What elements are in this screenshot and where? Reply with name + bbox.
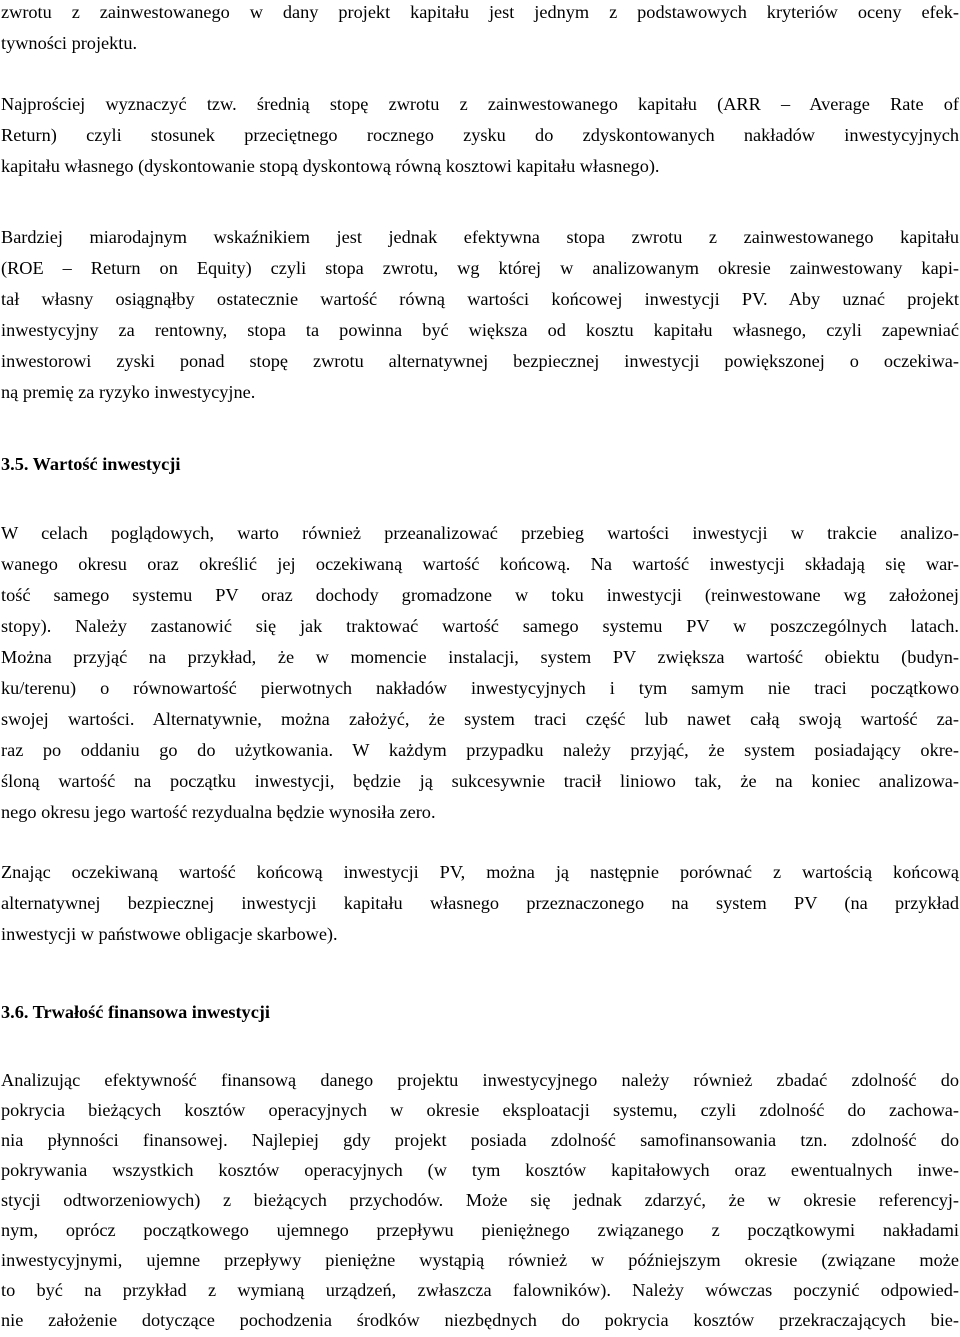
text-line: Znając oczekiwaną wartość końcową inwestycji PV, można ją następnie porównać z wartością końcową xyxy=(1,862,959,882)
text-line: Bardziej miarodajnym wskaźnikiem jest jednak efektywna stopa zwrotu z zainwestowanego kapitału xyxy=(1,227,959,247)
text-line: zwrotu z zainwestowanego w dany projekt kapitału jest jednym z podstawowych kryteriów oceny efek- xyxy=(1,2,959,22)
text-line: alternatywnej bezpiecznej inwestycji kapitału własnego przeznaczonego na system PV (na przykład xyxy=(1,893,959,913)
text-line: W celach poglądowych, warto również przeanalizować przebieg wartości inwestycji w trakcie analizo- xyxy=(1,523,959,543)
text-line: swojej wartości. Alternatywnie, można założyć, że system traci część lub nawet całą swoją wartość za- xyxy=(1,709,959,729)
text-line: kapitału własnego (dyskontowanie stopą dyskontową równą kosztowi kapitału własnego). xyxy=(1,156,660,176)
text-line: tał własny osiągnąłby ostatecznie wartość równą wartości końcowej inwestycji PV. Aby uznać projekt xyxy=(1,289,959,309)
text-line: inwestycji w państwowe obligacje skarbowe). xyxy=(1,924,338,944)
text-line: wanego okresu oraz określić jej oczekiwaną wartość końcową. Na wartość inwestycji składają się war- xyxy=(1,554,959,574)
text-line: pokrywania wszystkich kosztów operacyjnych (w tym kosztów kapitałowych oraz ewentualnych inwe- xyxy=(1,1160,959,1180)
text-line: raz po oddaniu go do użytkowania. W każdym przypadku należy przyjąć, że system posiadający okre- xyxy=(1,740,959,760)
text-line: nie założenie dotyczące pochodzenia środków niezbędnych do pokrycia kosztów przekraczających bie- xyxy=(1,1310,959,1330)
text-line: Analizując efektywność finansową danego projektu inwestycyjnego należy również zbadać zdolność do xyxy=(1,1070,959,1090)
text-line: ku/terenu) o równowartość pierwotnych nakładów inwestycyjnych i tym samym nie traci początkowo xyxy=(1,678,959,698)
text-line: śloną wartość na początku inwestycji, będzie ją sukcesywnie tracił liniowo tak, że na koniec analizowa- xyxy=(1,771,959,791)
text-line: to być na przykład z wymianą urządzeń, zwłaszcza falowników). Należy wówczas poczynić odpowied- xyxy=(1,1280,959,1300)
text-line: stopy). Należy zastanowić się jak traktować wartość samego systemu PV w poszczególnych latach. xyxy=(1,616,959,636)
text-line: ną premię za ryzyko inwestycyjne. xyxy=(1,382,256,402)
text-line: Najprościej wyznaczyć tzw. średnią stopę zwrotu z zainwestowanego kapitału (ARR – Average Rate of xyxy=(1,94,959,114)
text-line: pokrycia bieżących kosztów operacyjnych w okresie eksploatacji systemu, czyli zdolność do zachowa- xyxy=(1,1100,959,1120)
text-line: Można przyjąć na przykład, że w momencie instalacji, system PV zwiększa wartość obiektu (budyn- xyxy=(1,647,959,667)
text-line: nym, oprócz początkowego ujemnego przepływu pieniężnego związanego z początkowymi nakładami xyxy=(1,1220,959,1240)
section-heading: 3.5. Wartość inwestycji xyxy=(1,454,181,474)
text-line: Return) czyli stosunek przeciętnego rocznego zysku do zdyskontowanych nakładów inwestycyjnych xyxy=(1,125,959,145)
text-line: tość samego systemu PV oraz dochody gromadzone w toku inwestycji (reinwestowane wg założonej xyxy=(1,585,959,605)
text-line: nego okresu jego wartość rezydualna będzie wynosiła zero. xyxy=(1,802,436,822)
text-line: inwestorowi zyski ponad stopę zwrotu alternatywnej bezpiecznej inwestycji powiększonej o oczekiwa- xyxy=(1,351,959,371)
text-line: nia płynności finansowej. Najlepiej gdy projekt posiada zdolność samofinansowania tzn. zdolność do xyxy=(1,1130,959,1150)
text-line: (ROE – Return on Equity) czyli stopa zwrotu, wg której w analizowanym okresie zainwestowany kapi- xyxy=(1,258,959,278)
text-line: inwestycyjny za rentowny, stopa ta powinna być większa od kosztu kapitału własnego, czyli zapewniać xyxy=(1,320,959,340)
text-line: inwestycyjnymi, ujemne przepływy pieniężne wystąpią również w późniejszym okresie (związane może xyxy=(1,1250,959,1270)
section-heading: 3.6. Trwałość finansowa inwestycji xyxy=(1,1002,270,1022)
text-line: stycji odtworzeniowych) z bieżących przychodów. Może się jednak zdarzyć, że w okresie referencyj- xyxy=(1,1190,959,1210)
text-line: tywności projektu. xyxy=(1,33,138,53)
